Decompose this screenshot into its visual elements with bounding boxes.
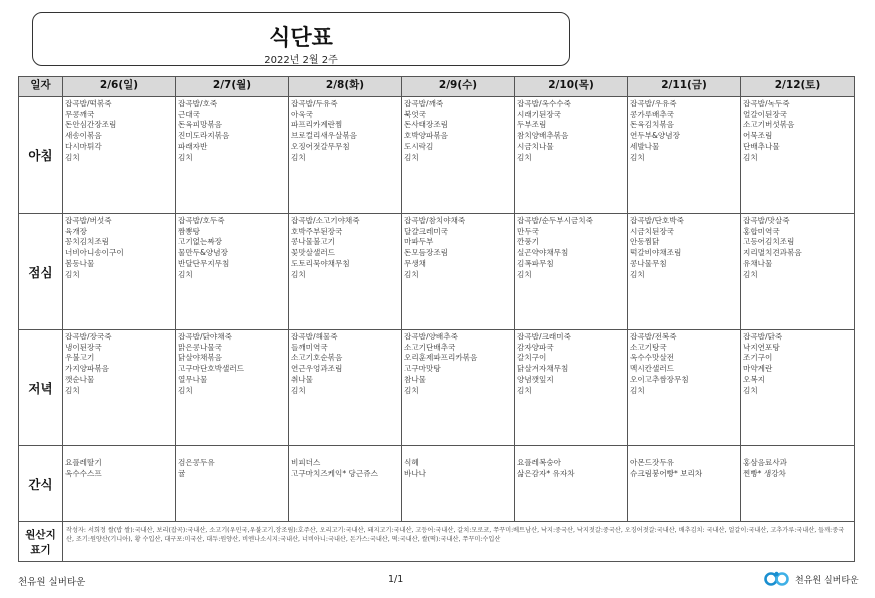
menu-cell (176, 214, 289, 330)
menu-item: 두부조림 (517, 120, 547, 130)
menu-item: 꽁치김치조림 (65, 237, 110, 247)
menu-item: 떡갈비야채조림 (630, 248, 682, 258)
menu-item: 시금치된장국 (630, 226, 675, 236)
menu-item: 고등어김치조림 (743, 237, 795, 247)
menu-cell (628, 214, 741, 330)
menu-item: 깐풍기 (517, 237, 540, 247)
menu-item: 열무나물 (178, 374, 208, 384)
menu-item: 북엇국 (404, 109, 427, 119)
menu-item: 오복지 (743, 374, 766, 384)
menu-item: 우불고기 (65, 353, 95, 363)
menu-item: 잡곡밥/장국죽 (65, 332, 112, 341)
menu-item: 김치 (65, 152, 80, 162)
menu-item: 김치 (517, 385, 532, 395)
menu-item: 바나나 (404, 468, 427, 478)
logo-icon (764, 569, 794, 589)
menu-item: 만두국 (517, 226, 540, 236)
menu-item: 마약계란 (743, 364, 773, 374)
menu-item: 김치 (291, 152, 306, 162)
logo-text: 천유원 실버타운 (795, 576, 859, 586)
menu-cell (402, 330, 515, 446)
menu-cell (289, 214, 402, 330)
menu-item: 김치 (743, 269, 758, 279)
origin-row (19, 522, 855, 562)
menu-item: 연두부&양념장 (630, 131, 680, 141)
menu-item: 귤 (178, 468, 186, 478)
menu-item: 김치 (517, 269, 532, 279)
menu-item: 양념깻잎지 (517, 374, 554, 384)
menu-item: 물만두&양념장 (178, 248, 228, 258)
menu-item: 김치 (65, 385, 80, 395)
menu-item: 새송이볶음 (65, 131, 102, 141)
menu-item: 잡곡밥/버섯죽 (65, 216, 112, 225)
menu-item: 소고기탕국 (630, 342, 667, 352)
menu-item: 잡곡밥/전복죽 (630, 332, 677, 341)
menu-cell (402, 214, 515, 330)
menu-item: 근대국 (178, 109, 201, 119)
menu-item: 잡곡밥/크래미죽 (517, 332, 571, 341)
menu-item: 잡곡밥/맛살죽 (743, 216, 790, 225)
menu-item: 유채나물 (743, 258, 773, 268)
menu-item: 잡곡밥/우유죽 (630, 99, 677, 108)
menu-item: 너비아니송이구이 (65, 248, 124, 258)
menu-item: 김치 (630, 269, 645, 279)
menu-item: 마파두부 (404, 237, 434, 247)
menu-item: 도시락김 (404, 141, 434, 151)
meal-label-dinner: 저녁 (19, 330, 63, 446)
menu-item: 돈육피망볶음 (178, 120, 223, 130)
menu-item: 호박양파볶음 (404, 131, 449, 141)
menu-item: 닭살야채볶음 (178, 353, 223, 363)
day-header: 2/12(토) (741, 77, 855, 97)
menu-item: 갈치구이 (517, 353, 547, 363)
menu-cell (176, 446, 289, 522)
menu-item: 김치 (65, 269, 80, 279)
menu-item: 김치 (743, 152, 758, 162)
meal-label-breakfast: 아침 (19, 97, 63, 214)
origin-text: 작성자: 서희정 쌀(밥 쌀):국내산, 보리(잡곡):국내산, 소고기(우민국,우불고기,장조림):호주산, 오리고기:국내산, 돼지고기:국내산, 고등어:국내산, 갈치:모로코, 쭈꾸미:베트남산, 낙지:중국산, 낙지젓갈:중국산, 오징어젓갈:국내산, 배추김치: 국내산, 얼갈이:국내산, 고추가루:국내산, 들깨:중국산, 조기:원양산(기니아), 황 수입산, 대구포:미국산, 대두:원양산, 비엔나소시지:국내산, 너비아니:국내산, 돈가스:국내산, 떡:국내산, 쌀(떡):국내산, 쭈꾸미:수입산 (63, 522, 855, 562)
menu-item: 식혜 (404, 458, 419, 467)
menu-item: 실곤약야채무침 (517, 248, 569, 258)
menu-item: 김치 (178, 152, 193, 162)
menu-item: 어묵조림 (743, 131, 773, 141)
day-header-row (19, 77, 855, 97)
menu-cell (63, 97, 176, 214)
menu-item: 잡곡밥/소고기야채죽 (291, 216, 360, 225)
menu-cell (628, 97, 741, 214)
menu-item: 잡곡밥/깨죽 (404, 99, 444, 108)
page-subtitle: 2022년 2월 2주 (264, 55, 338, 66)
menu-item: 도토리묵야채무침 (291, 258, 350, 268)
menu-cell (741, 214, 855, 330)
menu-cell (289, 97, 402, 214)
menu-cell (628, 446, 741, 522)
menu-item: 감자양파국 (517, 342, 554, 352)
menu-cell (628, 330, 741, 446)
menu-item: 아욱국 (291, 109, 314, 119)
page-title: 식단표 (269, 26, 333, 51)
menu-item: 잡곡밥/옥수수죽 (517, 99, 571, 108)
day-header: 2/10(목) (515, 77, 628, 97)
menu-item: 지리멸치견과볶음 (743, 248, 802, 258)
menu-item: 비피더스 (291, 458, 321, 467)
menu-item: 잡곡밥/양배추죽 (404, 332, 458, 341)
menu-cell (63, 446, 176, 522)
menu-item: 세발나물 (630, 141, 660, 151)
menu-cell (289, 446, 402, 522)
menu-item: 낙지연포탕 (743, 342, 780, 352)
menu-item: 콩나물불고기 (291, 237, 336, 247)
title-box (32, 12, 570, 66)
menu-item: 파프리카계란찜 (291, 120, 343, 130)
meal-row-snack (19, 446, 855, 522)
menu-item: 검은콩두유 (178, 458, 215, 467)
menu-item: 소고기단배추국 (404, 342, 456, 352)
menu-item: 홍삼음료사과 (743, 458, 788, 467)
menu-item: 육개장 (65, 226, 88, 236)
menu-item: 콩나물무침 (630, 258, 667, 268)
menu-item: 콩가루배추국 (630, 109, 675, 119)
menu-cell (741, 330, 855, 446)
menu-item: 김치 (291, 269, 306, 279)
meal-label-lunch: 점심 (19, 214, 63, 330)
menu-item: 김치 (517, 152, 532, 162)
menu-cell (63, 214, 176, 330)
menu-item: 단배추나물 (743, 141, 780, 151)
menu-item: 찐빵* 생강차 (743, 468, 786, 478)
menu-item: 얼갈이된장국 (743, 109, 788, 119)
meal-label-snack: 간식 (19, 446, 63, 522)
menu-cell (176, 97, 289, 214)
menu-cell (515, 214, 628, 330)
corner-label: 일자 (19, 77, 63, 97)
day-header: 2/9(수) (402, 77, 515, 97)
menu-item: 다시마튀각 (65, 141, 102, 151)
menu-item: 멕시칸샐러드 (630, 364, 675, 374)
menu-item: 봄동나물 (65, 258, 95, 268)
menu-item: 시래기된장국 (517, 109, 562, 119)
menu-item: 아몬드잣두유 (630, 458, 675, 467)
menu-item: 오리훈제파프리카볶음 (404, 353, 478, 363)
menu-cell (63, 330, 176, 446)
menu-item: 요플레복숭아 (517, 458, 562, 467)
menu-item: 잡곡밥/녹두죽 (743, 99, 790, 108)
menu-item: 소고기버섯볶음 (743, 120, 795, 130)
menu-cell (515, 330, 628, 446)
menu-item: 잡곡밥/떡볶죽 (65, 99, 112, 108)
day-header: 2/6(일) (63, 77, 176, 97)
menu-item: 시금치나물 (517, 141, 554, 151)
menu-item: 김치 (291, 385, 306, 395)
menu-item: 잡곡밥/닭야채죽 (178, 332, 232, 341)
menu-item: 삶은감자* 유자차 (517, 468, 575, 478)
menu-item: 고기없는짜장 (178, 237, 223, 247)
menu-item: 김치 (630, 152, 645, 162)
menu-item: 슈크림붕어빵* 보리차 (630, 468, 703, 478)
menu-item: 잡곡밥/호죽 (178, 99, 218, 108)
menu-item: 고구마맛탕 (404, 364, 441, 374)
menu-cell (176, 330, 289, 446)
menu-item: 오징어젓갈무무침 (291, 141, 350, 151)
menu-item: 들깨미역국 (291, 342, 328, 352)
menu-item: 김폭파무침 (517, 258, 554, 268)
menu-item: 김치 (404, 269, 419, 279)
menu-item: 달걀크레미국 (404, 226, 449, 236)
menu-item: 꽃맛살샐러드 (291, 248, 336, 258)
menu-item: 요플레딸기 (65, 458, 102, 467)
menu-item: 돈육김치볶음 (630, 120, 675, 130)
menu-item: 잡곡밥/닭죽 (743, 332, 783, 341)
menu-item: 옥수수맛살전 (630, 353, 675, 363)
menu-item: 김치 (630, 385, 645, 395)
day-header: 2/8(화) (289, 77, 402, 97)
menu-cell (741, 97, 855, 214)
menu-item: 고구마단호박샐러드 (178, 364, 245, 374)
menu-item: 냉이된장국 (65, 342, 102, 352)
menu-item: 옥수수스프 (65, 468, 102, 478)
menu-cell (402, 446, 515, 522)
menu-item: 오이고추쌈장무침 (630, 374, 689, 384)
menu-item: 김치 (404, 385, 419, 395)
menu-item: 고구마치즈케익* 당근쥬스 (291, 468, 378, 478)
menu-item: 돈안심간장조림 (65, 120, 117, 130)
menu-item: 참나물 (404, 374, 427, 384)
menu-item: 잡곡밥/해물죽 (291, 332, 338, 341)
menu-item: 취나물 (291, 374, 314, 384)
menu-cell (289, 330, 402, 446)
menu-item: 맑은콩나물국 (178, 342, 223, 352)
menu-item: 잡곡밥/호두죽 (178, 216, 225, 225)
menu-cell (515, 97, 628, 214)
menu-item: 잡곡밥/두유죽 (291, 99, 338, 108)
meal-row-breakfast (19, 97, 855, 214)
menu-item: 깻순나물 (65, 374, 95, 384)
menu-item: 안동찜닭 (630, 237, 660, 247)
menu-table (18, 76, 855, 562)
menu-item: 돈모듬장조림 (404, 248, 449, 258)
menu-cell (515, 446, 628, 522)
page-number: 1/1 (388, 574, 404, 585)
menu-item: 돈사태장조림 (404, 120, 449, 130)
menu-item: 김치 (178, 385, 193, 395)
menu-item: 진미도라지볶음 (178, 131, 230, 141)
menu-item: 무콩깨국 (65, 109, 95, 119)
menu-item: 잡곡밥/단호박죽 (630, 216, 684, 225)
day-header: 2/7(월) (176, 77, 289, 97)
menu-item: 무생채 (404, 258, 427, 268)
menu-item: 홍합미역국 (743, 226, 780, 236)
menu-item: 잡곡밥/순두부시금치죽 (517, 216, 593, 225)
menu-item: 반달단무지무침 (178, 258, 230, 268)
menu-cell (741, 446, 855, 522)
menu-item: 닭살겨자채무침 (517, 364, 569, 374)
menu-item: 소고기호순볶음 (291, 353, 343, 363)
org-logo (764, 569, 864, 589)
menu-item: 브로컬리새우살볶음 (291, 131, 358, 141)
menu-item: 김치 (404, 152, 419, 162)
menu-item: 호박주부된장국 (291, 226, 343, 236)
menu-item: 참치양배추볶음 (517, 131, 569, 141)
menu-item: 잡곡밥/참치야채죽 (404, 216, 466, 225)
origin-label: 원산지 표기 (19, 522, 63, 562)
menu-item: 파래자반 (178, 141, 208, 151)
meal-row-dinner (19, 330, 855, 446)
menu-item: 김치 (178, 269, 193, 279)
day-header: 2/11(금) (628, 77, 741, 97)
menu-cell (402, 97, 515, 214)
menu-item: 연근우엉과조림 (291, 364, 343, 374)
menu-item: 가지양파볶음 (65, 364, 110, 374)
menu-item: 김치 (743, 385, 758, 395)
footer-org-name: 천유원 실버타운 (18, 577, 86, 588)
menu-item: 짬뽕탕 (178, 226, 201, 236)
meal-row-lunch (19, 214, 855, 330)
menu-item: 조기구이 (743, 353, 773, 363)
